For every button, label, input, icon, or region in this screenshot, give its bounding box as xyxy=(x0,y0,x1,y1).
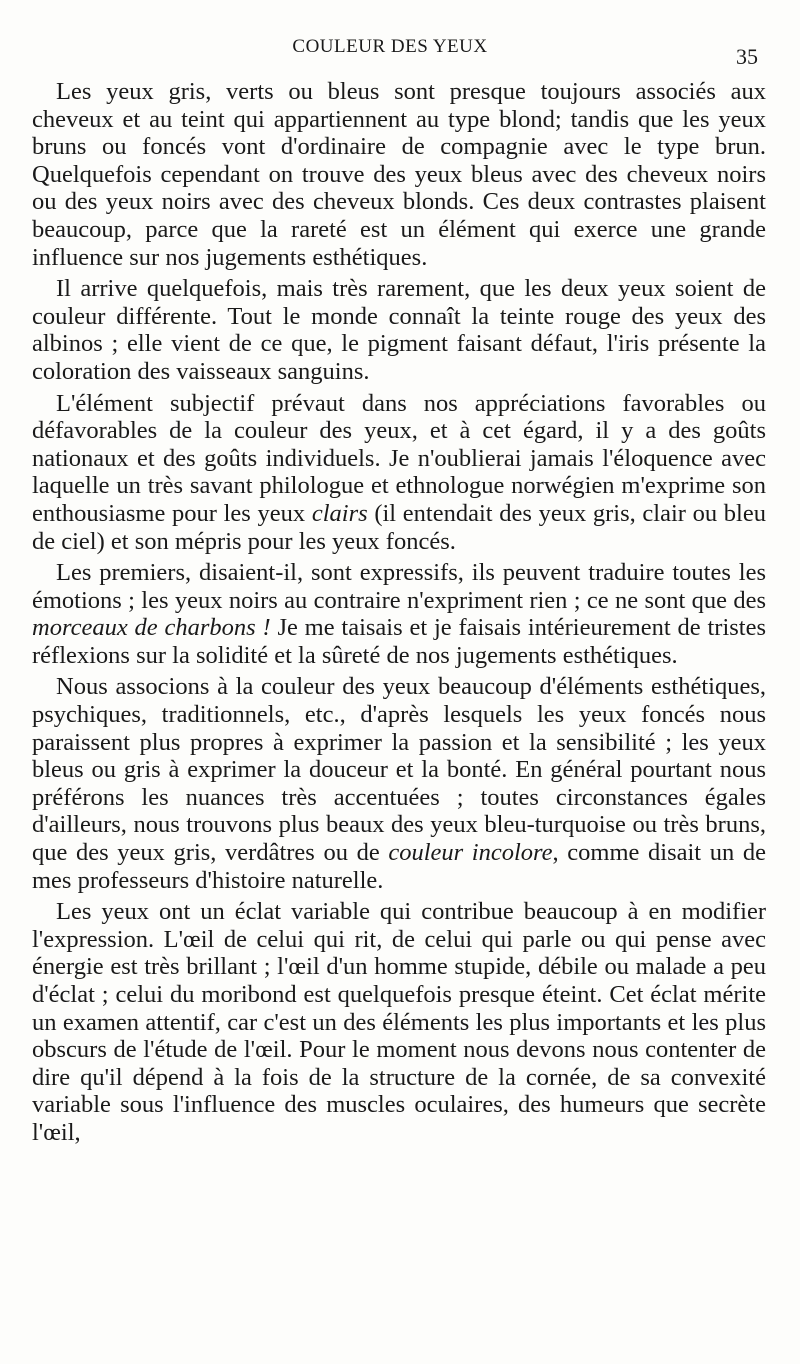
paragraph-text: Nous associons à la couleur des yeux beaucoup d'éléments esthétiques, psychiques, traditionnels, etc., d'après lesquels les yeux foncés nous paraissent plus propres à exprimer la passion et la sensibilité ; les yeux bleus ou gris à exprimer la douceur et la bonté. En général pourtant nous préférons les nuances très accentuées ; toutes circonstances égales d'ailleurs, nous trouvons plus beaux des yeux bleu-turquoise ou très bruns, que des yeux gris, verdâtres ou de xyxy=(32,673,766,867)
paragraph-subjective-element xyxy=(32,390,766,556)
emphasis-text: couleur incolore xyxy=(388,839,553,867)
paragraph-text: L'élément subjectif prévaut dans nos appréciations favorables ou défavorables de la couleur des yeux, et à cet égard, il y a des goûts nationaux et des goûts individuels. Je n'oublierai jamais l'éloquence avec laquelle un très savant philologue et ethnologue norwégien m'exprime son enthousiasme pour les yeux xyxy=(32,389,766,527)
paragraph-text: , comme disait un de mes professeurs d'histoire naturelle. xyxy=(32,839,766,894)
paragraph-text: Les yeux gris, verts ou bleus sont presque toujours associés aux cheveux et au teint qui appartiennent au type blond; tandis que les yeux bruns ou foncés vont d'ordinaire de compagnie avec le type brun. Quelquefois cependant on trouve des yeux bleus avec des cheveux noirs ou des yeux noirs avec des cheveux blonds. Ces deux contrastes plaisent beaucoup, parce que la rareté est un élément qui exerce une grande influence sur nos jugements esthétiques. xyxy=(32,78,766,271)
paragraph-text: Je me taisais et je faisais intérieurement de tristes réflexions sur la solidité et la sûreté de nos jugements esthétiques. xyxy=(32,614,766,669)
paragraph-heterochromia xyxy=(32,275,766,385)
body-text xyxy=(32,78,766,1147)
emphasis-text: clairs xyxy=(311,499,368,527)
page-number: 35 xyxy=(736,44,758,69)
running-title: COULEUR DES YEUX xyxy=(292,36,488,57)
paragraph-expressive-eyes xyxy=(32,559,766,669)
running-header xyxy=(0,36,800,69)
paragraph-text: Les yeux ont un éclat variable qui contribue beaucoup à en modifier l'expression. L'œil de celui qui rit, de celui qui parle ou qui pense avec énergie est très brillant ; l'œil d'un homme stupide, débile ou malade a peu d'éclat ; celui du moribond est quelquefois presque éteint. Cet éclat mérite un examen attentif, car c'est un des éléments les plus importants et les plus obscurs de l'étude de l'œil. Pour le moment nous devons nous contenter de dire qu'il dépend à la fois de la structure de la cornée, de sa convexité variable sous l'influence des muscles oculaires, des humeurs que secrète l'œil, xyxy=(32,898,766,1146)
paragraph-text: (il entendait des yeux gris, clair ou bleu de ciel) et son mépris pour les yeux foncés. xyxy=(32,499,766,555)
paragraph-eye-brightness xyxy=(32,898,766,1146)
paragraph-associations xyxy=(32,673,766,894)
paragraph-text: Il arrive quelquefois, mais très rarement, que les deux yeux soient de couleur différente. Tout le monde connaît la teinte rouge des yeux des albinos ; elle vient de ce que, le pigment faisant défaut, l'iris présente la coloration des vaisseaux sanguins. xyxy=(32,275,766,385)
emphasis-text: morceaux de charbons ! xyxy=(32,614,271,642)
paragraph-eye-colors-and-types xyxy=(32,78,766,271)
paragraph-text: Les premiers, disaient-il, sont expressifs, ils peuvent traduire toutes les émotions ; les yeux noirs au contraire n'expriment rien ; ce ne sont que des xyxy=(32,559,766,614)
